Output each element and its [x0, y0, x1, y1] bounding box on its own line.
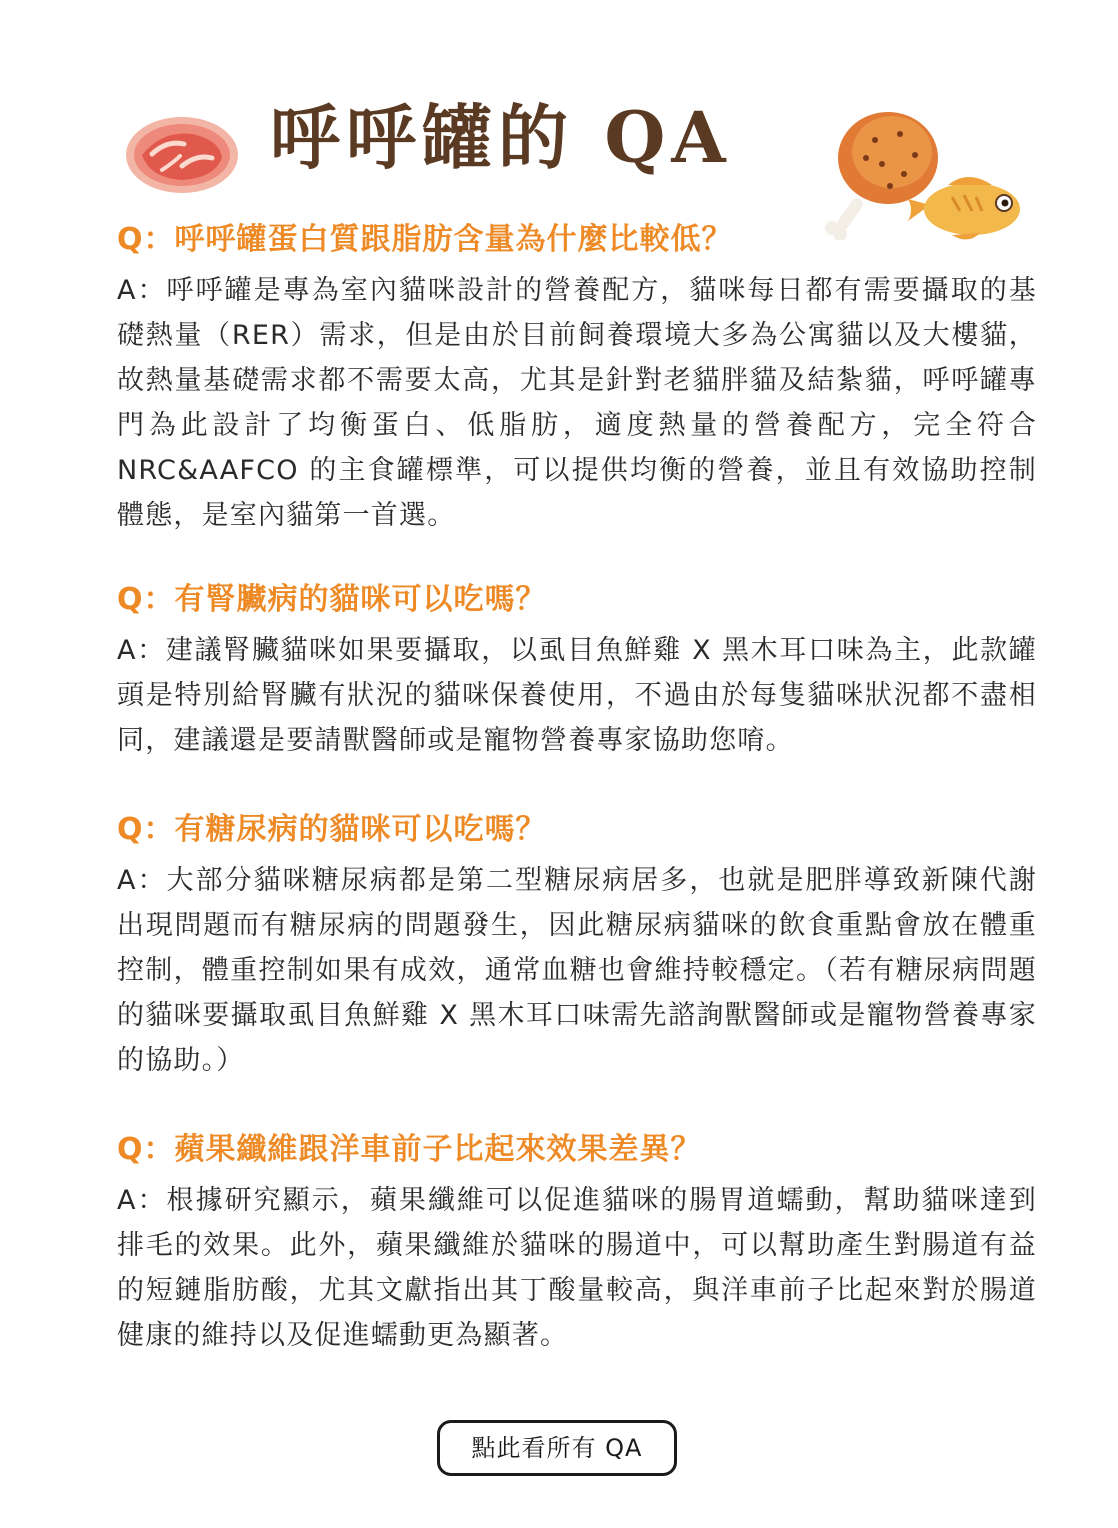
- qa-item: [117, 218, 1037, 538]
- page-header: [0, 40, 1118, 210]
- answer-text: A：大部分貓咪糖尿病都是第二型糖尿病居多，也就是肥胖導致新陳代謝出現問題而有糖尿病的問題發生，因此糖尿病貓咪的飲食重點會放在體重控制，體重控制如果有成效，通常血糖也會維持較穩定。（若有糖尿病問題的貓咪要攝取虱目魚鮮雞 X 黑木耳口味需先諮詢獸醫師或是寵物營養專家的協助。）: [117, 865, 1037, 1076]
- question-heading: Q：呼呼罐蛋白質跟脂肪含量為什麼比較低？: [117, 222, 733, 257]
- steak-icon: [122, 110, 242, 200]
- answer-text: A：建議腎臟貓咪如果要攝取，以虱目魚鮮雞 X 黑木耳口味為主，此款罐頭是特別給腎臟有狀況的貓咪保養使用，不過由於每隻貓咪狀況都不盡相同，建議還是要請獸醫師或是寵物營養專家協助您唷。: [117, 635, 1037, 756]
- question-heading: Q：蘋果纖維跟洋車前子比起來效果差異？: [117, 1132, 702, 1167]
- page-title: 呼呼罐的 QA: [270, 96, 732, 179]
- question-heading: Q：有糖尿病的貓咪可以吃嗎？: [117, 812, 547, 847]
- qa-item: [117, 1128, 1037, 1358]
- qa-item: [117, 808, 1037, 1083]
- answer-text: A：根據研究顯示，蘋果纖維可以促進貓咪的腸胃道蠕動，幫助貓咪達到排毛的效果。此外，蘋果纖維於貓咪的腸道中，可以幫助產生對腸道有益的短鏈脂肪酸，尤其文獻指出其丁酸量較高，與洋車前子比起來對於腸道健康的維持以及促進蠕動更為顯著。: [117, 1185, 1037, 1351]
- view-all-qa-button[interactable]: 點此看所有 QA: [437, 1420, 677, 1476]
- qa-item: [117, 578, 1037, 763]
- answer-text: A：呼呼罐是專為室內貓咪設計的營養配方，貓咪每日都有需要攝取的基礎熱量（RER）需求，但是由於目前飼養環境大多為公寓貓以及大樓貓，故熱量基礎需求都不需要太高，尤其是針對老貓胖貓及結紮貓，呼呼罐專門為此設計了均衡蛋白、低脂肪，適度熱量的營養配方，完全符合 NRC&AAFCO 的主食罐標準，可以提供均衡的營養，並且有效協助控制體態，是室內貓第一首選。: [117, 275, 1037, 531]
- question-heading: Q：有腎臟病的貓咪可以吃嗎？: [117, 582, 547, 617]
